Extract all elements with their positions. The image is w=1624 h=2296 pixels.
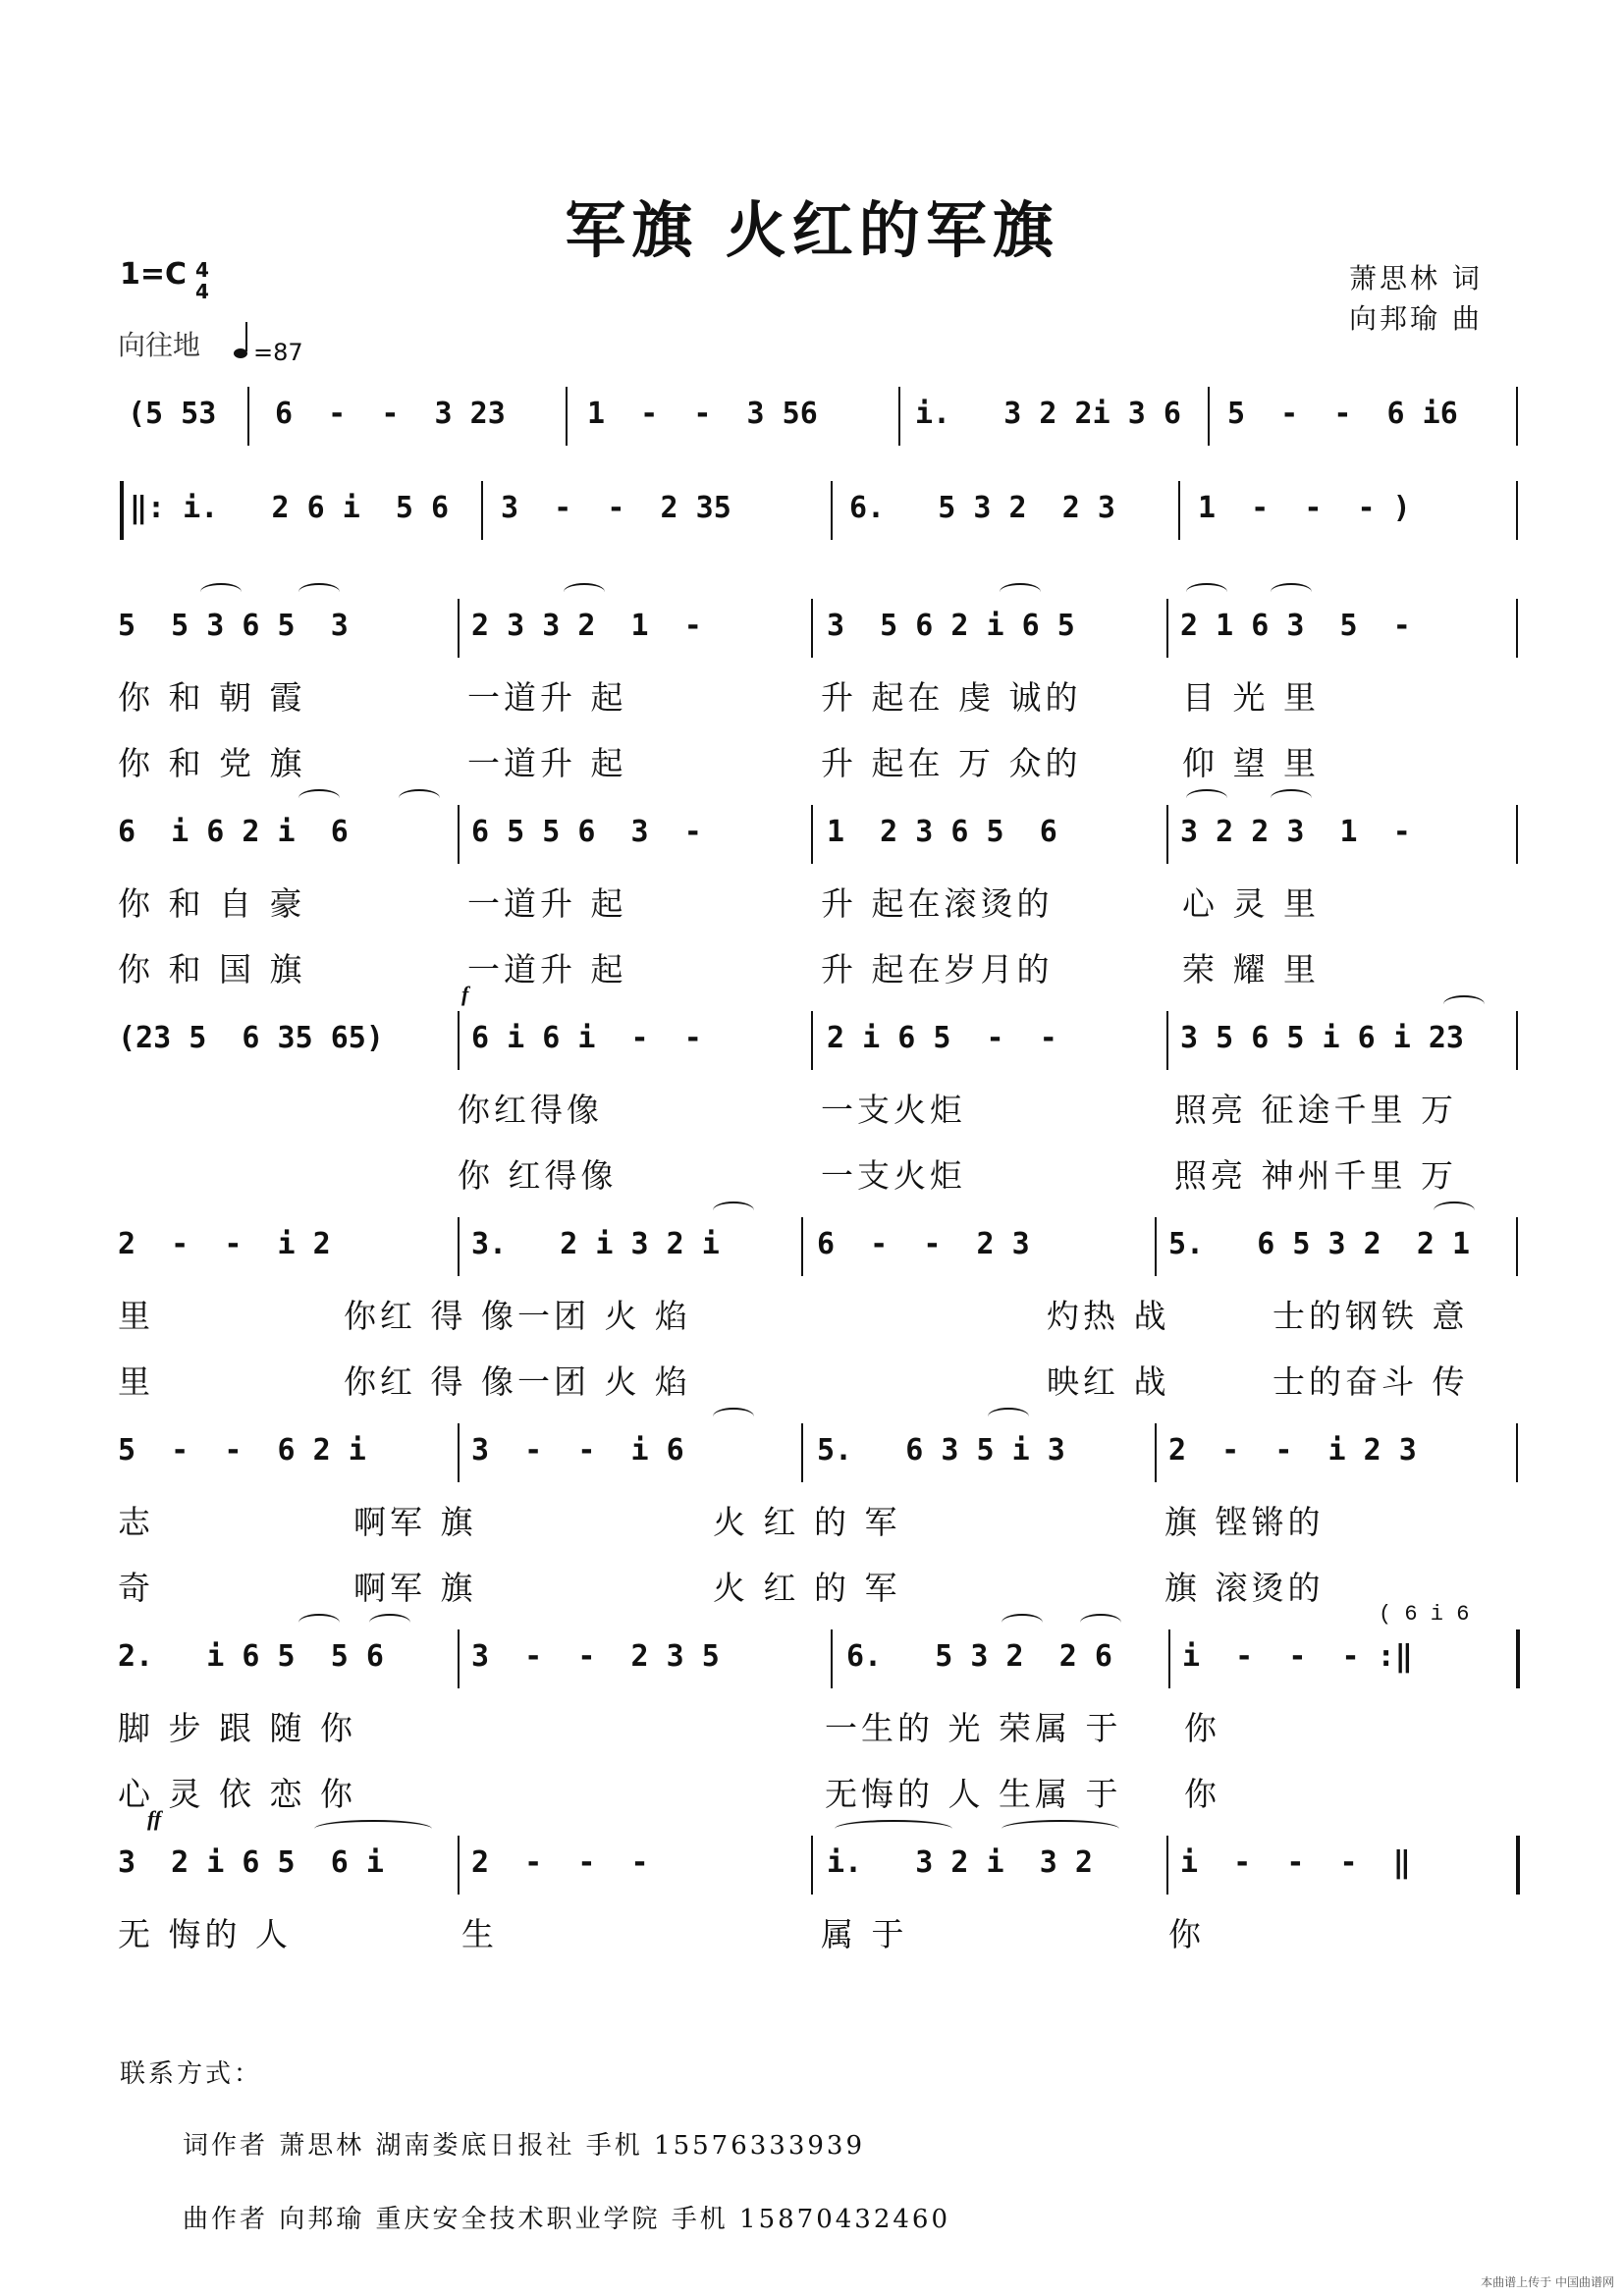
measure: 5. 6 5 3 2 2 1	[1168, 1227, 1471, 1261]
measure: 2 - - i 2	[118, 1227, 331, 1261]
score-system	[118, 1423, 1520, 1482]
lyric-segment: 你 和 自 豪	[118, 884, 306, 923]
slur	[1001, 1614, 1043, 1631]
measure: 6 i 6 2 i 6	[118, 815, 349, 849]
lyric-segment: 照亮 征途千里 万	[1174, 1091, 1457, 1129]
lyric-segment: 一道升 起	[467, 884, 627, 923]
barline	[458, 805, 460, 864]
lyric-line	[118, 1141, 1520, 1200]
slur	[1080, 1614, 1121, 1631]
score-system	[118, 481, 1520, 540]
barline	[458, 1423, 460, 1482]
measure: i. 3 2 i 3 2	[827, 1845, 1093, 1880]
measure: 6. 5 3 2 2 3	[849, 491, 1115, 525]
composer-credit: 向邦瑜 曲	[1349, 302, 1483, 335]
measure: 6. 5 3 2 2 6	[846, 1639, 1112, 1674]
slur	[200, 583, 242, 601]
measure: i - - - ‖	[1180, 1845, 1411, 1880]
repeat-barline	[120, 481, 124, 540]
score-system	[118, 1011, 1520, 1070]
final-barline	[1516, 1836, 1520, 1895]
lyric-line	[118, 1899, 1520, 1958]
score-system	[118, 1217, 1520, 1276]
slur	[298, 1614, 340, 1631]
lyric-segment: 灼热 战	[1047, 1297, 1170, 1335]
lyricist-credit: 萧思林 词	[1349, 262, 1483, 294]
slur	[988, 1408, 1029, 1425]
lyric-segment: 里	[118, 1297, 154, 1335]
slur	[1186, 583, 1227, 601]
slur	[564, 583, 605, 601]
measure: i - - - :‖	[1182, 1639, 1413, 1674]
barline	[458, 1629, 460, 1688]
measure: 6 - - 3 23	[275, 397, 506, 431]
lyric-segment: 火 红 的 军	[713, 1503, 901, 1541]
measure: 3 - - i 6	[471, 1433, 684, 1468]
measure: 2 i 6 5 - -	[827, 1021, 1057, 1055]
barline	[801, 1217, 803, 1276]
measure: (5 53	[128, 397, 217, 431]
slur	[369, 1614, 410, 1631]
lyric-line	[118, 1075, 1520, 1134]
measure: 3 5 6 2 i 6 5	[827, 609, 1075, 643]
measure: 2 - - -	[471, 1845, 649, 1880]
lyric-segment: 一生的 光 荣属 于	[825, 1709, 1122, 1747]
measure: 2 - - i 2 3	[1168, 1433, 1417, 1468]
barline	[1166, 599, 1168, 658]
measure: 2 1 6 3 5 -	[1180, 609, 1411, 643]
barline	[1155, 1217, 1157, 1276]
lyric-segment: 升 起在 万 众的	[821, 744, 1082, 782]
lyric-segment: 火 红 的 军	[713, 1569, 901, 1607]
measure: 3. 2 i 3 2 i	[471, 1227, 720, 1261]
slur	[314, 1820, 432, 1838]
barline	[1516, 1011, 1518, 1070]
slur	[298, 789, 340, 807]
measure: (23 5 6 35 65)	[118, 1021, 384, 1055]
barline	[801, 1423, 803, 1482]
lyric-line	[118, 663, 1520, 721]
barline	[458, 599, 460, 658]
lyric-line	[118, 1487, 1520, 1546]
lyric-segment: 里	[118, 1362, 154, 1401]
barline	[247, 387, 249, 446]
meter-bottom: 4	[195, 280, 209, 303]
repeat-hint: ( 6 i 6	[1379, 1602, 1470, 1627]
lyric-segment: 无悔的 人 生属 于	[825, 1775, 1122, 1813]
score-system	[118, 599, 1520, 658]
meter-top: 4	[195, 258, 209, 282]
contact-lyricist: 词作者 萧思林 湖南娄底日报社 手机 15576333939	[183, 2131, 866, 2161]
lyric-segment: 你红 得 像一团 火 焰	[344, 1297, 691, 1335]
slur	[1434, 1201, 1475, 1219]
measure: 3 - - 2 3 5	[471, 1639, 720, 1674]
lyric-segment: 啊军 旗	[353, 1569, 477, 1607]
measure: 2. i 6 5 5 6	[118, 1639, 384, 1674]
lyric-segment: 升 起在 虔 诚的	[821, 678, 1082, 717]
lyric-segment: 你	[1168, 1915, 1205, 1953]
lyric-segment: 你	[1184, 1775, 1220, 1813]
slur	[713, 1201, 754, 1219]
lyric-line	[118, 1759, 1520, 1818]
lyric-segment: 心 灵 依 恋 你	[118, 1775, 356, 1813]
score-system	[118, 805, 1520, 864]
lyric-line	[118, 1553, 1520, 1612]
slur	[1001, 1820, 1119, 1838]
measure: ‖: i. 2 6 i 5 6	[130, 491, 450, 525]
lyric-segment: 旗 铿锵的	[1164, 1503, 1325, 1541]
lyric-line	[118, 934, 1520, 993]
barline	[831, 1629, 833, 1688]
lyric-segment: 荣 耀 里	[1182, 950, 1320, 988]
score-system	[118, 387, 1520, 446]
lyric-segment: 一道升 起	[467, 744, 627, 782]
dynamic-f: f	[461, 982, 469, 1006]
measure: 5. 6 3 5 i 3	[817, 1433, 1065, 1468]
barline	[1166, 1836, 1168, 1895]
lyric-segment: 一支火炬	[821, 1091, 966, 1129]
tempo-marking: =87	[253, 339, 303, 366]
lyric-segment: 脚 步 跟 随 你	[118, 1709, 356, 1747]
dynamic-ff: ff	[147, 1806, 162, 1831]
barline	[1168, 1629, 1170, 1688]
measure: 1 - - - )	[1198, 491, 1411, 525]
lyric-segment: 目 光 里	[1182, 678, 1320, 717]
slur	[399, 789, 440, 807]
slur	[298, 583, 340, 601]
lyric-segment: 你 和 党 旗	[118, 744, 306, 782]
measure: 5 - - 6 2 i	[118, 1433, 366, 1468]
measure: 6 - - 2 3	[817, 1227, 1030, 1261]
lyric-segment: 士的钢铁 意	[1272, 1297, 1469, 1335]
score-system	[118, 1629, 1520, 1688]
slur	[835, 1820, 952, 1838]
slur	[713, 1408, 754, 1425]
repeat-end-barline	[1516, 1629, 1520, 1688]
lyric-segment: 你红 得 像一团 火 焰	[344, 1362, 691, 1401]
lyric-segment: 升 起在岁月的	[821, 950, 1054, 988]
barline	[1516, 599, 1518, 658]
barline	[1208, 387, 1210, 446]
lyric-segment: 啊军 旗	[353, 1503, 477, 1541]
barline	[898, 387, 900, 446]
lyric-segment: 一支火炬	[821, 1156, 966, 1195]
barline	[811, 1836, 813, 1895]
lyric-line	[118, 1693, 1520, 1752]
lyric-segment: 映红 战	[1047, 1362, 1170, 1401]
song-title: 军旗 火红的军旗	[565, 194, 1059, 266]
lyric-segment: 生	[461, 1915, 498, 1953]
measure: 3 2 i 6 5 6 i	[118, 1845, 384, 1880]
contact-label: 联系方式：	[120, 2059, 263, 2089]
lyric-segment: 一道升 起	[467, 950, 627, 988]
lyric-segment: 心 灵 里	[1182, 884, 1320, 923]
lyric-line	[118, 1281, 1520, 1340]
quarter-note-icon	[232, 320, 251, 361]
lyric-segment: 仰 望 里	[1182, 744, 1320, 782]
measure: 2 3 3 2 1 -	[471, 609, 702, 643]
slur	[1271, 789, 1312, 807]
lyric-line	[118, 728, 1520, 787]
lyric-segment: 旗 滚烫的	[1164, 1569, 1325, 1607]
measure: 6 5 5 6 3 -	[471, 815, 702, 849]
barline	[566, 387, 568, 446]
lyric-segment: 升 起在滚烫的	[821, 884, 1054, 923]
measure: 3 - - 2 35	[501, 491, 731, 525]
barline	[458, 1011, 460, 1070]
lyric-segment: 你 和 国 旗	[118, 950, 306, 988]
barline	[481, 481, 483, 540]
barline	[458, 1836, 460, 1895]
slur	[1000, 583, 1041, 601]
measure: 6 i 6 i - -	[471, 1021, 702, 1055]
barline	[811, 599, 813, 658]
measure: 3 5 6 5 i 6 i 23	[1180, 1021, 1464, 1055]
barline	[1516, 387, 1518, 446]
lyric-segment: 你 红得像	[458, 1156, 618, 1195]
time-signature	[192, 259, 212, 302]
lyric-segment: 志	[118, 1503, 154, 1541]
barline	[1516, 481, 1518, 540]
lyric-line	[118, 869, 1520, 928]
lyric-segment: 一道升 起	[467, 678, 627, 717]
measure: 5 5 3 6 5 3	[118, 609, 349, 643]
barline	[1178, 481, 1180, 540]
measure: i. 3 2 2i 3 6	[915, 397, 1181, 431]
lyric-segment: 属 于	[821, 1915, 908, 1953]
barline	[1516, 1217, 1518, 1276]
barline	[811, 805, 813, 864]
barline	[831, 481, 833, 540]
score-system	[118, 1836, 1520, 1895]
slur	[1186, 789, 1227, 807]
lyric-segment: 奇	[118, 1569, 154, 1607]
barline	[1166, 1011, 1168, 1070]
barline	[1516, 1423, 1518, 1482]
measure: 5 - - 6 i6	[1227, 397, 1458, 431]
lyric-segment: 照亮 神州千里 万	[1174, 1156, 1457, 1195]
slur	[1271, 583, 1312, 601]
barline	[458, 1217, 460, 1276]
slur	[1443, 995, 1485, 1013]
measure: 3 2 2 3 1 -	[1180, 815, 1411, 849]
contact-composer: 曲作者 向邦瑜 重庆安全技术职业学院 手机 15870432460	[183, 2205, 951, 2234]
lyric-line	[118, 1347, 1520, 1406]
lyric-segment: 你红得像	[458, 1091, 603, 1129]
barline	[1155, 1423, 1157, 1482]
lyric-segment: 你 和 朝 霞	[118, 678, 306, 717]
measure: 1 2 3 6 5 6	[827, 815, 1057, 849]
key-signature: 1=C	[120, 257, 188, 292]
lyric-segment: 士的奋斗 传	[1272, 1362, 1469, 1401]
expression-mark: 向往地	[118, 329, 201, 361]
barline	[811, 1011, 813, 1070]
lyric-segment: 你	[1184, 1709, 1220, 1747]
site-footer: 本曲谱上传于 中国曲谱网	[1481, 2275, 1614, 2289]
barline	[1516, 805, 1518, 864]
lyric-segment: 无 悔的 人	[118, 1915, 292, 1953]
measure: 1 - - 3 56	[587, 397, 818, 431]
barline	[1166, 805, 1168, 864]
